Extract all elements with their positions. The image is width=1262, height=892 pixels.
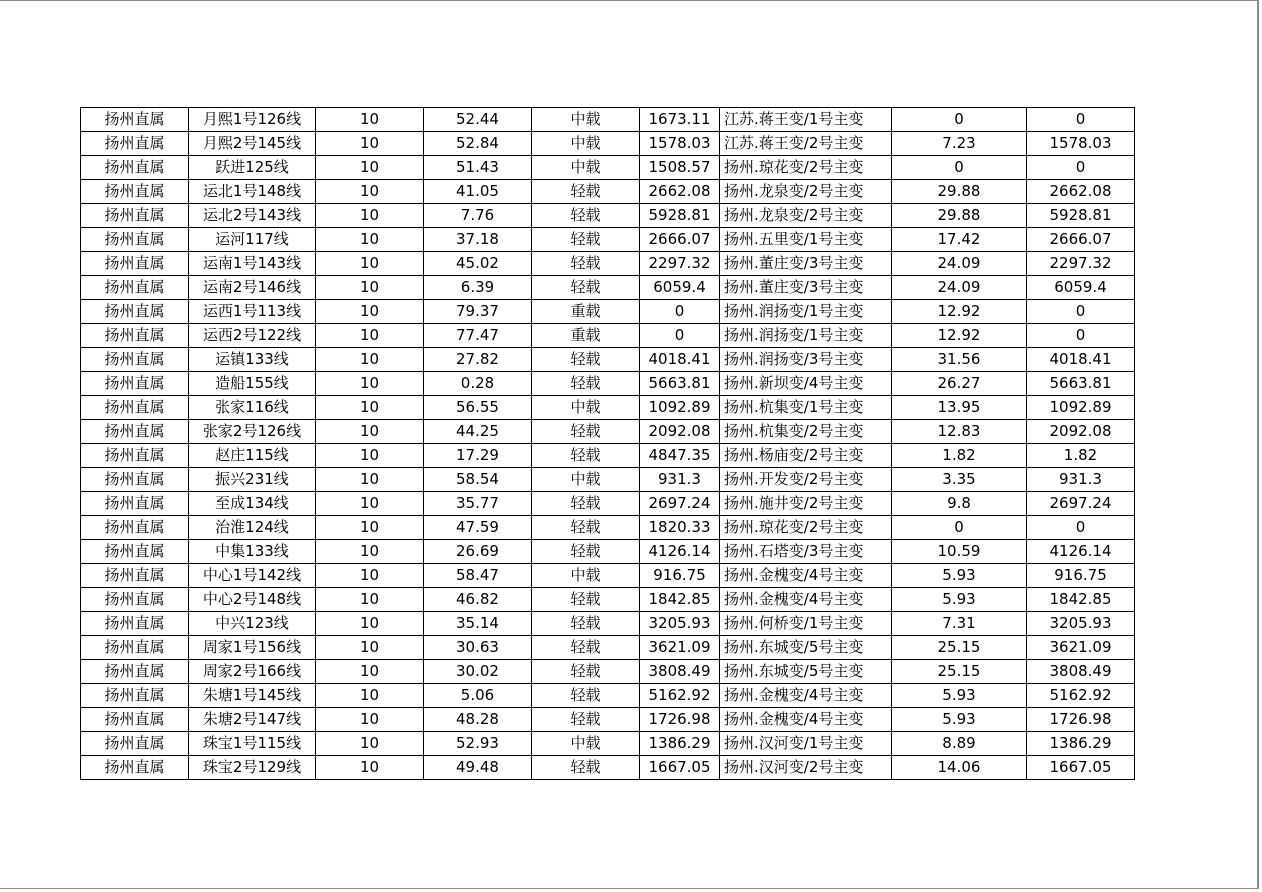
available-capacity-cell: 3621.09: [1027, 636, 1135, 660]
line-name-cell: 月熙2号145线: [189, 132, 316, 156]
available-capacity-cell: 2662.08: [1027, 180, 1135, 204]
region-cell: 扬州直属: [81, 492, 189, 516]
transformer-value-cell: 25.15: [892, 636, 1027, 660]
table-row: [81, 732, 1135, 756]
voltage-cell: 10: [316, 588, 424, 612]
region-cell: 扬州直属: [81, 276, 189, 300]
available-capacity-cell: 3205.93: [1027, 612, 1135, 636]
line-name-cell: 张家116线: [189, 396, 316, 420]
load-status-cell: 轻载: [532, 180, 640, 204]
capacity-cell: 5162.92: [640, 684, 720, 708]
line-name-cell: 中兴123线: [189, 612, 316, 636]
load-status-cell: 重载: [532, 300, 640, 324]
capacity-cell: 1726.98: [640, 708, 720, 732]
table-row: [81, 348, 1135, 372]
voltage-cell: 10: [316, 756, 424, 780]
load-status-cell: 轻载: [532, 756, 640, 780]
available-capacity-cell: 1842.85: [1027, 588, 1135, 612]
load-rate-cell: 46.82: [424, 588, 532, 612]
load-status-cell: 轻载: [532, 492, 640, 516]
region-cell: 扬州直属: [81, 516, 189, 540]
capacity-cell: 1673.11: [640, 108, 720, 132]
available-capacity-cell: 0: [1027, 300, 1135, 324]
region-cell: 扬州直属: [81, 564, 189, 588]
transformer-cell: 扬州.开发变/2号主变: [720, 468, 892, 492]
capacity-cell: 916.75: [640, 564, 720, 588]
load-rate-cell: 44.25: [424, 420, 532, 444]
line-name-cell: 运南2号146线: [189, 276, 316, 300]
available-capacity-cell: 2697.24: [1027, 492, 1135, 516]
load-rate-cell: 26.69: [424, 540, 532, 564]
transformer-value-cell: 1.82: [892, 444, 1027, 468]
table-row: [81, 588, 1135, 612]
transformer-cell: 江苏.蒋王变/2号主变: [720, 132, 892, 156]
load-status-cell: 轻载: [532, 252, 640, 276]
load-rate-cell: 79.37: [424, 300, 532, 324]
transformer-value-cell: 24.09: [892, 276, 1027, 300]
region-cell: 扬州直属: [81, 468, 189, 492]
line-name-cell: 跃进125线: [189, 156, 316, 180]
transformer-value-cell: 31.56: [892, 348, 1027, 372]
capacity-cell: 6059.4: [640, 276, 720, 300]
available-capacity-cell: 0: [1027, 516, 1135, 540]
region-cell: 扬州直属: [81, 300, 189, 324]
available-capacity-cell: 1.82: [1027, 444, 1135, 468]
load-status-cell: 轻载: [532, 444, 640, 468]
voltage-cell: 10: [316, 444, 424, 468]
region-cell: 扬州直属: [81, 252, 189, 276]
capacity-cell: 5663.81: [640, 372, 720, 396]
region-cell: 扬州直属: [81, 108, 189, 132]
line-name-cell: 运河117线: [189, 228, 316, 252]
capacity-cell: 2662.08: [640, 180, 720, 204]
transformer-value-cell: 7.31: [892, 612, 1027, 636]
table-row: [81, 684, 1135, 708]
region-cell: 扬州直属: [81, 588, 189, 612]
transformer-value-cell: 5.93: [892, 588, 1027, 612]
capacity-cell: 1667.05: [640, 756, 720, 780]
table-row: [81, 468, 1135, 492]
table-row: [81, 300, 1135, 324]
transformer-value-cell: 0: [892, 516, 1027, 540]
voltage-cell: 10: [316, 660, 424, 684]
table-row: [81, 276, 1135, 300]
transformer-cell: 扬州.五里变/1号主变: [720, 228, 892, 252]
transformer-value-cell: 12.92: [892, 324, 1027, 348]
region-cell: 扬州直属: [81, 228, 189, 252]
load-rate-cell: 45.02: [424, 252, 532, 276]
capacity-cell: 2697.24: [640, 492, 720, 516]
available-capacity-cell: 0: [1027, 324, 1135, 348]
line-name-cell: 治淮124线: [189, 516, 316, 540]
transformer-cell: 江苏.蒋王变/1号主变: [720, 108, 892, 132]
line-name-cell: 朱塘1号145线: [189, 684, 316, 708]
transformer-cell: 扬州.东城变/5号主变: [720, 636, 892, 660]
voltage-cell: 10: [316, 492, 424, 516]
transformer-value-cell: 8.89: [892, 732, 1027, 756]
voltage-cell: 10: [316, 540, 424, 564]
load-rate-cell: 30.63: [424, 636, 532, 660]
capacity-cell: 0: [640, 324, 720, 348]
transformer-value-cell: 17.42: [892, 228, 1027, 252]
capacity-cell: 3808.49: [640, 660, 720, 684]
transformer-cell: 扬州.龙泉变/2号主变: [720, 204, 892, 228]
line-name-cell: 运北2号143线: [189, 204, 316, 228]
capacity-cell: 4018.41: [640, 348, 720, 372]
line-name-cell: 运南1号143线: [189, 252, 316, 276]
load-rate-cell: 52.44: [424, 108, 532, 132]
available-capacity-cell: 1726.98: [1027, 708, 1135, 732]
transformer-value-cell: 5.93: [892, 564, 1027, 588]
load-status-cell: 轻载: [532, 348, 640, 372]
available-capacity-cell: 1092.89: [1027, 396, 1135, 420]
voltage-cell: 10: [316, 684, 424, 708]
voltage-cell: 10: [316, 468, 424, 492]
load-status-cell: 轻载: [532, 204, 640, 228]
line-name-cell: 月熙1号126线: [189, 108, 316, 132]
line-name-cell: 中心1号142线: [189, 564, 316, 588]
table-row: [81, 444, 1135, 468]
line-name-cell: 运镇133线: [189, 348, 316, 372]
load-rate-cell: 35.77: [424, 492, 532, 516]
capacity-cell: 1092.89: [640, 396, 720, 420]
transformer-cell: 扬州.金槐变/4号主变: [720, 588, 892, 612]
load-rate-cell: 47.59: [424, 516, 532, 540]
available-capacity-cell: 916.75: [1027, 564, 1135, 588]
table-row: [81, 516, 1135, 540]
capacity-cell: 2666.07: [640, 228, 720, 252]
capacity-cell: 2092.08: [640, 420, 720, 444]
voltage-cell: 10: [316, 180, 424, 204]
available-capacity-cell: 1578.03: [1027, 132, 1135, 156]
line-name-cell: 中心2号148线: [189, 588, 316, 612]
load-rate-cell: 52.84: [424, 132, 532, 156]
line-name-cell: 至成134线: [189, 492, 316, 516]
line-name-cell: 中集133线: [189, 540, 316, 564]
table-row: [81, 108, 1135, 132]
table-row: [81, 372, 1135, 396]
load-status-cell: 轻载: [532, 660, 640, 684]
voltage-cell: 10: [316, 228, 424, 252]
transformer-value-cell: 29.88: [892, 204, 1027, 228]
transformer-cell: 扬州.杭集变/1号主变: [720, 396, 892, 420]
transformer-value-cell: 0: [892, 108, 1027, 132]
available-capacity-cell: 931.3: [1027, 468, 1135, 492]
line-name-cell: 珠宝1号115线: [189, 732, 316, 756]
region-cell: 扬州直属: [81, 444, 189, 468]
load-rate-cell: 48.28: [424, 708, 532, 732]
data-table: [80, 107, 1135, 780]
available-capacity-cell: 1667.05: [1027, 756, 1135, 780]
transformer-cell: 扬州.施井变/2号主变: [720, 492, 892, 516]
voltage-cell: 10: [316, 156, 424, 180]
table-row: [81, 612, 1135, 636]
available-capacity-cell: 5162.92: [1027, 684, 1135, 708]
voltage-cell: 10: [316, 396, 424, 420]
transformer-cell: 扬州.何桥变/1号主变: [720, 612, 892, 636]
load-status-cell: 中载: [532, 108, 640, 132]
voltage-cell: 10: [316, 300, 424, 324]
available-capacity-cell: 0: [1027, 156, 1135, 180]
transformer-value-cell: 12.83: [892, 420, 1027, 444]
load-rate-cell: 52.93: [424, 732, 532, 756]
capacity-cell: 931.3: [640, 468, 720, 492]
capacity-cell: 1820.33: [640, 516, 720, 540]
region-cell: 扬州直属: [81, 636, 189, 660]
voltage-cell: 10: [316, 732, 424, 756]
load-rate-cell: 58.47: [424, 564, 532, 588]
voltage-cell: 10: [316, 108, 424, 132]
available-capacity-cell: 6059.4: [1027, 276, 1135, 300]
load-status-cell: 轻载: [532, 276, 640, 300]
load-rate-cell: 58.54: [424, 468, 532, 492]
transformer-value-cell: 0: [892, 156, 1027, 180]
table-row: [81, 204, 1135, 228]
transformer-cell: 扬州.石塔变/3号主变: [720, 540, 892, 564]
table-row: [81, 132, 1135, 156]
available-capacity-cell: 1386.29: [1027, 732, 1135, 756]
transformer-cell: 扬州.琼花变/2号主变: [720, 516, 892, 540]
capacity-cell: 4847.35: [640, 444, 720, 468]
transformer-value-cell: 10.59: [892, 540, 1027, 564]
load-rate-cell: 41.05: [424, 180, 532, 204]
voltage-cell: 10: [316, 636, 424, 660]
capacity-cell: 1508.57: [640, 156, 720, 180]
transformer-cell: 扬州.金槐变/4号主变: [720, 708, 892, 732]
capacity-cell: 5928.81: [640, 204, 720, 228]
voltage-cell: 10: [316, 276, 424, 300]
table-row: [81, 324, 1135, 348]
transformer-cell: 扬州.杭集变/2号主变: [720, 420, 892, 444]
available-capacity-cell: 3808.49: [1027, 660, 1135, 684]
load-status-cell: 轻载: [532, 420, 640, 444]
transformer-cell: 扬州.东城变/5号主变: [720, 660, 892, 684]
transformer-cell: 扬州.龙泉变/2号主变: [720, 180, 892, 204]
region-cell: 扬州直属: [81, 612, 189, 636]
load-rate-cell: 56.55: [424, 396, 532, 420]
table-row: [81, 180, 1135, 204]
transformer-value-cell: 24.09: [892, 252, 1027, 276]
available-capacity-cell: 2092.08: [1027, 420, 1135, 444]
region-cell: 扬州直属: [81, 732, 189, 756]
table-row: [81, 420, 1135, 444]
load-rate-cell: 5.06: [424, 684, 532, 708]
load-rate-cell: 37.18: [424, 228, 532, 252]
line-name-cell: 赵庄115线: [189, 444, 316, 468]
load-status-cell: 重载: [532, 324, 640, 348]
available-capacity-cell: 4126.14: [1027, 540, 1135, 564]
line-name-cell: 朱塘2号147线: [189, 708, 316, 732]
region-cell: 扬州直属: [81, 324, 189, 348]
load-rate-cell: 17.29: [424, 444, 532, 468]
voltage-cell: 10: [316, 612, 424, 636]
table-row: [81, 540, 1135, 564]
transformer-cell: 扬州.润扬变/1号主变: [720, 300, 892, 324]
transformer-value-cell: 9.8: [892, 492, 1027, 516]
region-cell: 扬州直属: [81, 540, 189, 564]
load-status-cell: 轻载: [532, 228, 640, 252]
load-status-cell: 中载: [532, 564, 640, 588]
region-cell: 扬州直属: [81, 156, 189, 180]
transformer-cell: 扬州.杨庙变/2号主变: [720, 444, 892, 468]
load-rate-cell: 30.02: [424, 660, 532, 684]
transformer-value-cell: 7.23: [892, 132, 1027, 156]
load-status-cell: 中载: [532, 732, 640, 756]
transformer-value-cell: 25.15: [892, 660, 1027, 684]
table-row: [81, 756, 1135, 780]
transformer-value-cell: 14.06: [892, 756, 1027, 780]
region-cell: 扬州直属: [81, 684, 189, 708]
region-cell: 扬州直属: [81, 132, 189, 156]
line-name-cell: 运北1号148线: [189, 180, 316, 204]
region-cell: 扬州直属: [81, 660, 189, 684]
available-capacity-cell: 2297.32: [1027, 252, 1135, 276]
load-status-cell: 轻载: [532, 684, 640, 708]
transformer-cell: 扬州.新坝变/4号主变: [720, 372, 892, 396]
transformer-cell: 扬州.琼花变/2号主变: [720, 156, 892, 180]
load-rate-cell: 0.28: [424, 372, 532, 396]
line-name-cell: 张家2号126线: [189, 420, 316, 444]
capacity-cell: 1842.85: [640, 588, 720, 612]
load-rate-cell: 6.39: [424, 276, 532, 300]
region-cell: 扬州直属: [81, 372, 189, 396]
line-name-cell: 运西1号113线: [189, 300, 316, 324]
load-rate-cell: 49.48: [424, 756, 532, 780]
capacity-cell: 3205.93: [640, 612, 720, 636]
load-status-cell: 中载: [532, 468, 640, 492]
load-status-cell: 轻载: [532, 708, 640, 732]
region-cell: 扬州直属: [81, 396, 189, 420]
table-row: [81, 660, 1135, 684]
table-row: [81, 492, 1135, 516]
load-status-cell: 轻载: [532, 636, 640, 660]
available-capacity-cell: 5928.81: [1027, 204, 1135, 228]
line-name-cell: 周家1号156线: [189, 636, 316, 660]
transformer-value-cell: 29.88: [892, 180, 1027, 204]
load-rate-cell: 77.47: [424, 324, 532, 348]
table-row: [81, 636, 1135, 660]
voltage-cell: 10: [316, 516, 424, 540]
transformer-value-cell: 3.35: [892, 468, 1027, 492]
table-row: [81, 564, 1135, 588]
capacity-cell: 0: [640, 300, 720, 324]
line-name-cell: 振兴231线: [189, 468, 316, 492]
voltage-cell: 10: [316, 132, 424, 156]
capacity-cell: 2297.32: [640, 252, 720, 276]
line-name-cell: 造船155线: [189, 372, 316, 396]
region-cell: 扬州直属: [81, 348, 189, 372]
load-rate-cell: 51.43: [424, 156, 532, 180]
available-capacity-cell: 2666.07: [1027, 228, 1135, 252]
load-rate-cell: 35.14: [424, 612, 532, 636]
load-status-cell: 轻载: [532, 612, 640, 636]
voltage-cell: 10: [316, 348, 424, 372]
load-status-cell: 中载: [532, 156, 640, 180]
table-row: [81, 708, 1135, 732]
transformer-cell: 扬州.金槐变/4号主变: [720, 564, 892, 588]
voltage-cell: 10: [316, 564, 424, 588]
region-cell: 扬州直属: [81, 420, 189, 444]
table-row: [81, 156, 1135, 180]
region-cell: 扬州直属: [81, 756, 189, 780]
transformer-cell: 扬州.润扬变/1号主变: [720, 324, 892, 348]
load-status-cell: 轻载: [532, 516, 640, 540]
load-status-cell: 轻载: [532, 540, 640, 564]
transformer-cell: 扬州.董庄变/3号主变: [720, 252, 892, 276]
available-capacity-cell: 5663.81: [1027, 372, 1135, 396]
transformer-cell: 扬州.润扬变/3号主变: [720, 348, 892, 372]
load-status-cell: 轻载: [532, 372, 640, 396]
voltage-cell: 10: [316, 252, 424, 276]
capacity-cell: 1578.03: [640, 132, 720, 156]
transformer-cell: 扬州.汉河变/2号主变: [720, 756, 892, 780]
line-name-cell: 周家2号166线: [189, 660, 316, 684]
transformer-value-cell: 5.93: [892, 708, 1027, 732]
voltage-cell: 10: [316, 420, 424, 444]
table-row: [81, 252, 1135, 276]
region-cell: 扬州直属: [81, 204, 189, 228]
load-status-cell: 轻载: [532, 588, 640, 612]
table-row: [81, 396, 1135, 420]
load-rate-cell: 27.82: [424, 348, 532, 372]
voltage-cell: 10: [316, 708, 424, 732]
region-cell: 扬州直属: [81, 180, 189, 204]
transformer-value-cell: 13.95: [892, 396, 1027, 420]
transformer-value-cell: 12.92: [892, 300, 1027, 324]
available-capacity-cell: 0: [1027, 108, 1135, 132]
capacity-cell: 3621.09: [640, 636, 720, 660]
transformer-cell: 扬州.董庄变/3号主变: [720, 276, 892, 300]
line-name-cell: 运西2号122线: [189, 324, 316, 348]
voltage-cell: 10: [316, 324, 424, 348]
load-status-cell: 中载: [532, 396, 640, 420]
available-capacity-cell: 4018.41: [1027, 348, 1135, 372]
transformer-value-cell: 5.93: [892, 684, 1027, 708]
table-row: [81, 228, 1135, 252]
voltage-cell: 10: [316, 372, 424, 396]
line-name-cell: 珠宝2号129线: [189, 756, 316, 780]
transformer-cell: 扬州.金槐变/4号主变: [720, 684, 892, 708]
capacity-cell: 4126.14: [640, 540, 720, 564]
load-status-cell: 中载: [532, 132, 640, 156]
load-rate-cell: 7.76: [424, 204, 532, 228]
capacity-cell: 1386.29: [640, 732, 720, 756]
transformer-value-cell: 26.27: [892, 372, 1027, 396]
region-cell: 扬州直属: [81, 708, 189, 732]
voltage-cell: 10: [316, 204, 424, 228]
transformer-cell: 扬州.汉河变/1号主变: [720, 732, 892, 756]
